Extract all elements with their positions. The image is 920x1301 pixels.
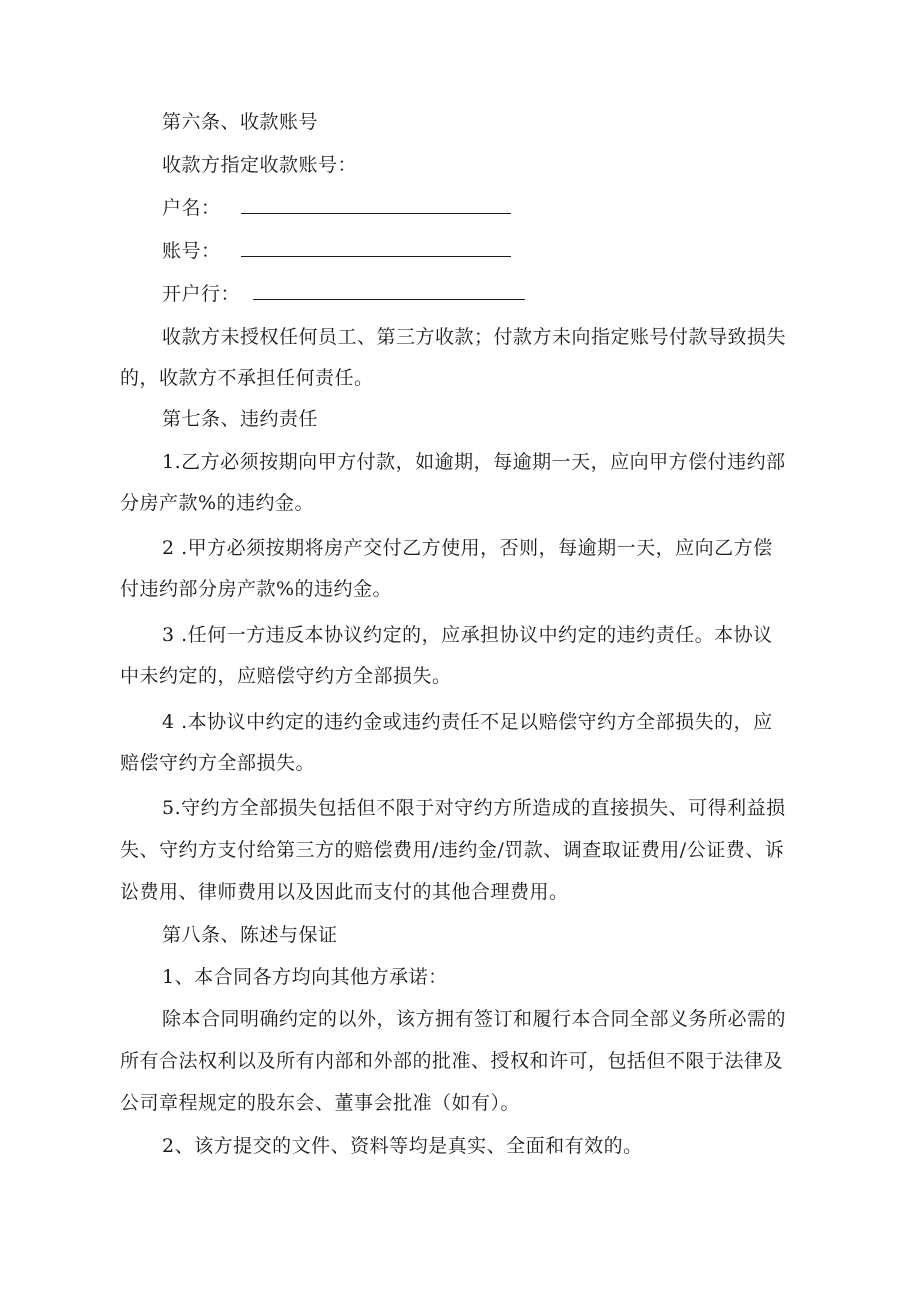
article7-item3-line2: 中未约定的，应赔偿守约方全部损失。 (120, 665, 452, 687)
designated-account-label: 收款方指定收款账号： (162, 154, 358, 176)
article7-item4-line1: 4 .本协议中约定的违约金或违约责任不足以赔偿守约方全部损失的，应 (162, 711, 773, 733)
account-name-blank[interactable] (241, 199, 511, 214)
account-number-row (162, 239, 511, 263)
account-number-label: 账号： (162, 240, 221, 262)
article7-item5-line3: 讼费用、律师费用以及因此而支付的其他合理费用。 (120, 881, 569, 903)
article7-item4-line2: 赔偿守约方全部损失。 (120, 752, 316, 774)
article6-heading: 第六条、收款账号 (162, 111, 319, 133)
article8-item1: 1、本合同各方均向其他方承诺： (162, 966, 448, 988)
article8-para-line3: 公司章程规定的股东会、董事会批准（如有）。 (120, 1092, 521, 1114)
article8-para-line1: 除本合同明确约定的以外，该方拥有签订和履行本合同全部义务所必需的 (162, 1008, 787, 1030)
account-name-label: 户名： (162, 197, 221, 219)
article8-heading: 第八条、陈述与保证 (162, 924, 338, 946)
article7-item2-line2: 付违约部分房产款%的违约金。 (120, 578, 393, 600)
account-name-row (162, 196, 511, 220)
bank-label: 开户行： (162, 283, 241, 305)
bank-row (162, 282, 525, 306)
article8-item2: 2、该方提交的文件、资料等均是真实、全面和有效的。 (162, 1135, 643, 1157)
disclaimer-line-2: 的，收款方不承担任何责任。 (120, 367, 374, 389)
bank-blank[interactable] (253, 285, 525, 300)
account-number-blank[interactable] (241, 242, 511, 257)
article8-para-line2: 所有合法权利以及所有内部和外部的批准、授权和许可，包括但不限于法律及 (120, 1050, 784, 1072)
article7-item2-line1: 2 .甲方必须按期将房产交付乙方使用，否则，每逾期一天，应向乙方偿 (162, 537, 773, 559)
article7-item1-line2: 分房产款%的违约金。 (120, 492, 315, 514)
article7-heading: 第七条、违约责任 (162, 408, 319, 430)
article7-item3-line1: 3 .任何一方违反本协议约定的，应承担协议中约定的违约责任。本协议 (162, 624, 773, 646)
article7-item5-line2: 失、守约方支付给第三方的赔偿费用/违约金/罚款、调查取证费用/公证费、诉 (120, 839, 785, 861)
disclaimer-line-1: 收款方未授权任何员工、第三方收款；付款方未向指定账号付款导致损失 (162, 326, 787, 348)
article7-item1-line1: 1.乙方必须按期向甲方付款，如逾期，每逾期一天，应向甲方偿付违约部 (162, 451, 786, 473)
article7-item5-line1: 5.守约方全部损失包括但不限于对守约方所造成的直接损失、可得利益损 (162, 797, 786, 819)
